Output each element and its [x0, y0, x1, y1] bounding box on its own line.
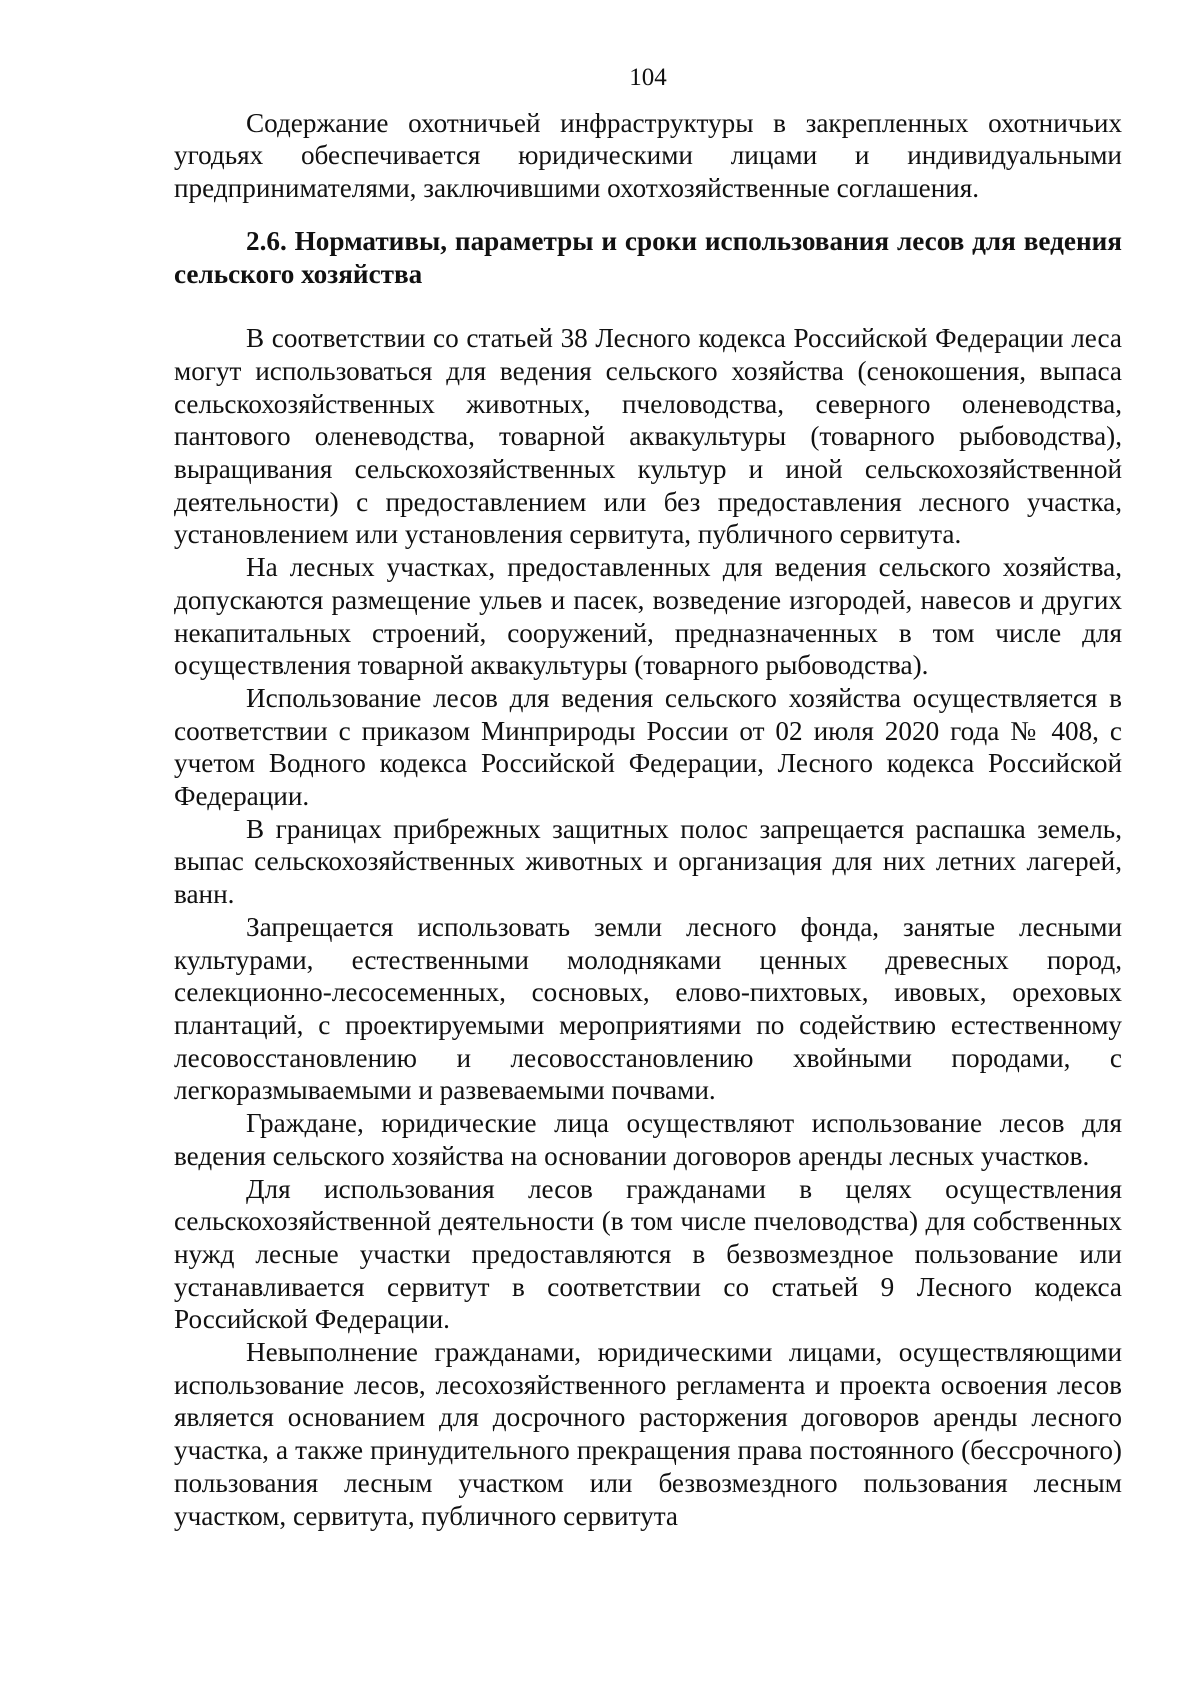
- body-paragraph: В соответствии со статьей 38 Лесного кодекса Российской Федерации леса могут использоваться для ведения сельского хозяйства (сенокошения, выпаса сельскохозяйственных животных, пчеловодства, северного оленеводства, пантового оленеводства, товарной аквакультуры (товарного рыбоводства), выращивания сельскохозяйственных культур и иной сельскохозяйственной деятельности) с предоставлением или без предоставления лесного участка, установлением или установления сервитута, публичного сервитута.: [174, 323, 1122, 550]
- body-paragraph: Граждане, юридические лица осуществляют использование лесов для ведения сельского хозяйства на основании договоров аренды лесных участков.: [174, 1108, 1122, 1171]
- body-paragraph: Запрещается использовать земли лесного фонда, занятые лесными культурами, естественными молодняками ценных древесных пород, селекционно-лесосеменных, сосновых, елово-пихтовых, ивовых, ореховых плантаций, с проектируемыми мероприятиями по содействию естественному лесовосстановлению и лесовосстановлению хвойными породами, с легкоразмываемыми и развеваемыми почвами.: [174, 911, 1122, 1106]
- body-paragraph: На лесных участках, предоставленных для ведения сельского хозяйства, допускаются размещение ульев и пасек, возведение изгородей, навесов и других некапитальных строений, сооружений, предназначенных в том числе для осуществления товарной аквакультуры (товарного рыбоводства).: [174, 552, 1122, 681]
- body-paragraph: Для использования лесов гражданами в целях осуществления сельскохозяйственной деятельности (в том числе пчеловодства) для собственных нужд лесные участки предоставляются в безвозмездное пользование или устанавливается сервитут в соответствии со статьей 9 Лесного кодекса Российской Федерации.: [174, 1173, 1122, 1335]
- body-paragraph: В границах прибрежных защитных полос запрещается распашка земель, выпас сельскохозяйственных животных и организация для них летних лагерей, ванн.: [174, 813, 1122, 910]
- section-heading: 2.6. Нормативы, параметры и сроки использования лесов для ведения сельского хозяйства: [174, 225, 1122, 289]
- intro-paragraph: Содержание охотничьей инфраструктуры в закрепленных охотничьих угодьях обеспечивается юридическими лицами и индивидуальными предпринимателями, заключившими охотхозяйственные соглашения.: [174, 107, 1122, 204]
- page-number: 104: [629, 64, 667, 91]
- document-page: [174, 62, 1122, 1532]
- body-paragraph: Использование лесов для ведения сельского хозяйства осуществляется в соответствии с приказом Минприроды России от 02 июля 2020 года № 408, с учетом Водного кодекса Российской Федерации, Лесного кодекса Российской Федерации.: [174, 682, 1122, 812]
- body-paragraph: Невыполнение гражданами, юридическими лицами, осуществляющими использование лесов, лесохозяйственного регламента и проекта освоения лесов является основанием для досрочного расторжения договоров аренды лесного участка, а также принудительного прекращения права постоянного (бессрочного) пользования лесным участком или безвозмездного пользования лесным участком, сервитута, публичного сервитута: [174, 1337, 1122, 1531]
